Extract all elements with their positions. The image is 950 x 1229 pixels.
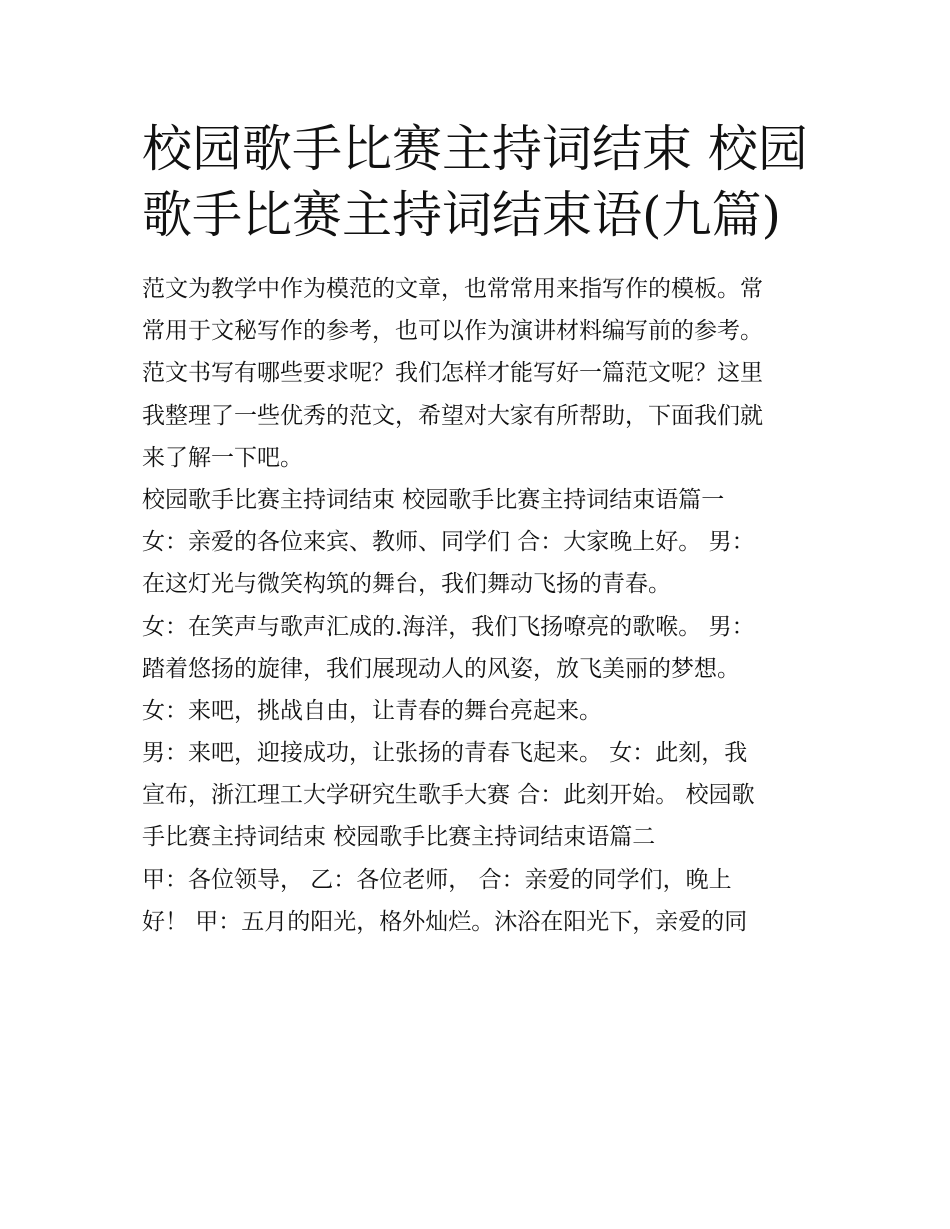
body-line: 女：亲爱的各位来宾、教师、同学们 合：大家晚上好。 男： [142,529,755,556]
body-line: 宣布，浙江理工大学研究生歌手大赛 合：此刻开始。 校园歌 [142,782,755,809]
body-line: 女：在笑声与歌声汇成的.海洋，我们飞扬嘹亮的歌喉。 男： [142,613,755,640]
document-title [142,116,832,248]
body-line: 来了解一下吧。 [142,444,303,471]
body-line: 我整理了一些优秀的范文，希望对大家有所帮助，下面我们就 [142,402,763,429]
section-heading: 校园歌手比赛主持词结束 校园歌手比赛主持词结束语篇一 [142,486,725,513]
document-content [142,116,832,943]
body-line: 踏着悠扬的旋律，我们展现动人的风姿，放飞美丽的梦想。 [142,655,740,682]
title-line: 歌手比赛主持词结束语(九篇) [142,186,782,244]
body-line: 男：来吧，迎接成功，让张扬的青春飞起来。 女：此刻，我 [142,740,748,767]
body-line: 手比赛主持词结束 校园歌手比赛主持词结束语篇二 [142,824,656,851]
document-body [142,268,832,943]
body-line: 好！ 甲：五月的阳光，格外灿烂。沐浴在阳光下，亲爱的同 [142,908,748,935]
body-line: 女：来吧，挑战自由，让青春的舞台亮起来。 [142,697,602,724]
body-line: 范文为教学中作为模范的文章，也常常用来指写作的模板。常 [142,276,763,302]
body-line: 在这灯光与微笑构筑的舞台，我们舞动飞扬的青春。 [142,571,671,598]
body-line: 甲：各位领导， 乙：各位老师， 合：亲爱的同学们，晚上 [142,866,732,893]
title-line: 校园歌手比赛主持词结束 校园 [142,120,808,178]
body-line: 常用于文秘写作的参考，也可以作为演讲材料编写前的参考。 [142,318,763,345]
body-line: 范文书写有哪些要求呢？我们怎样才能写好一篇范文呢？这里 [142,360,763,387]
